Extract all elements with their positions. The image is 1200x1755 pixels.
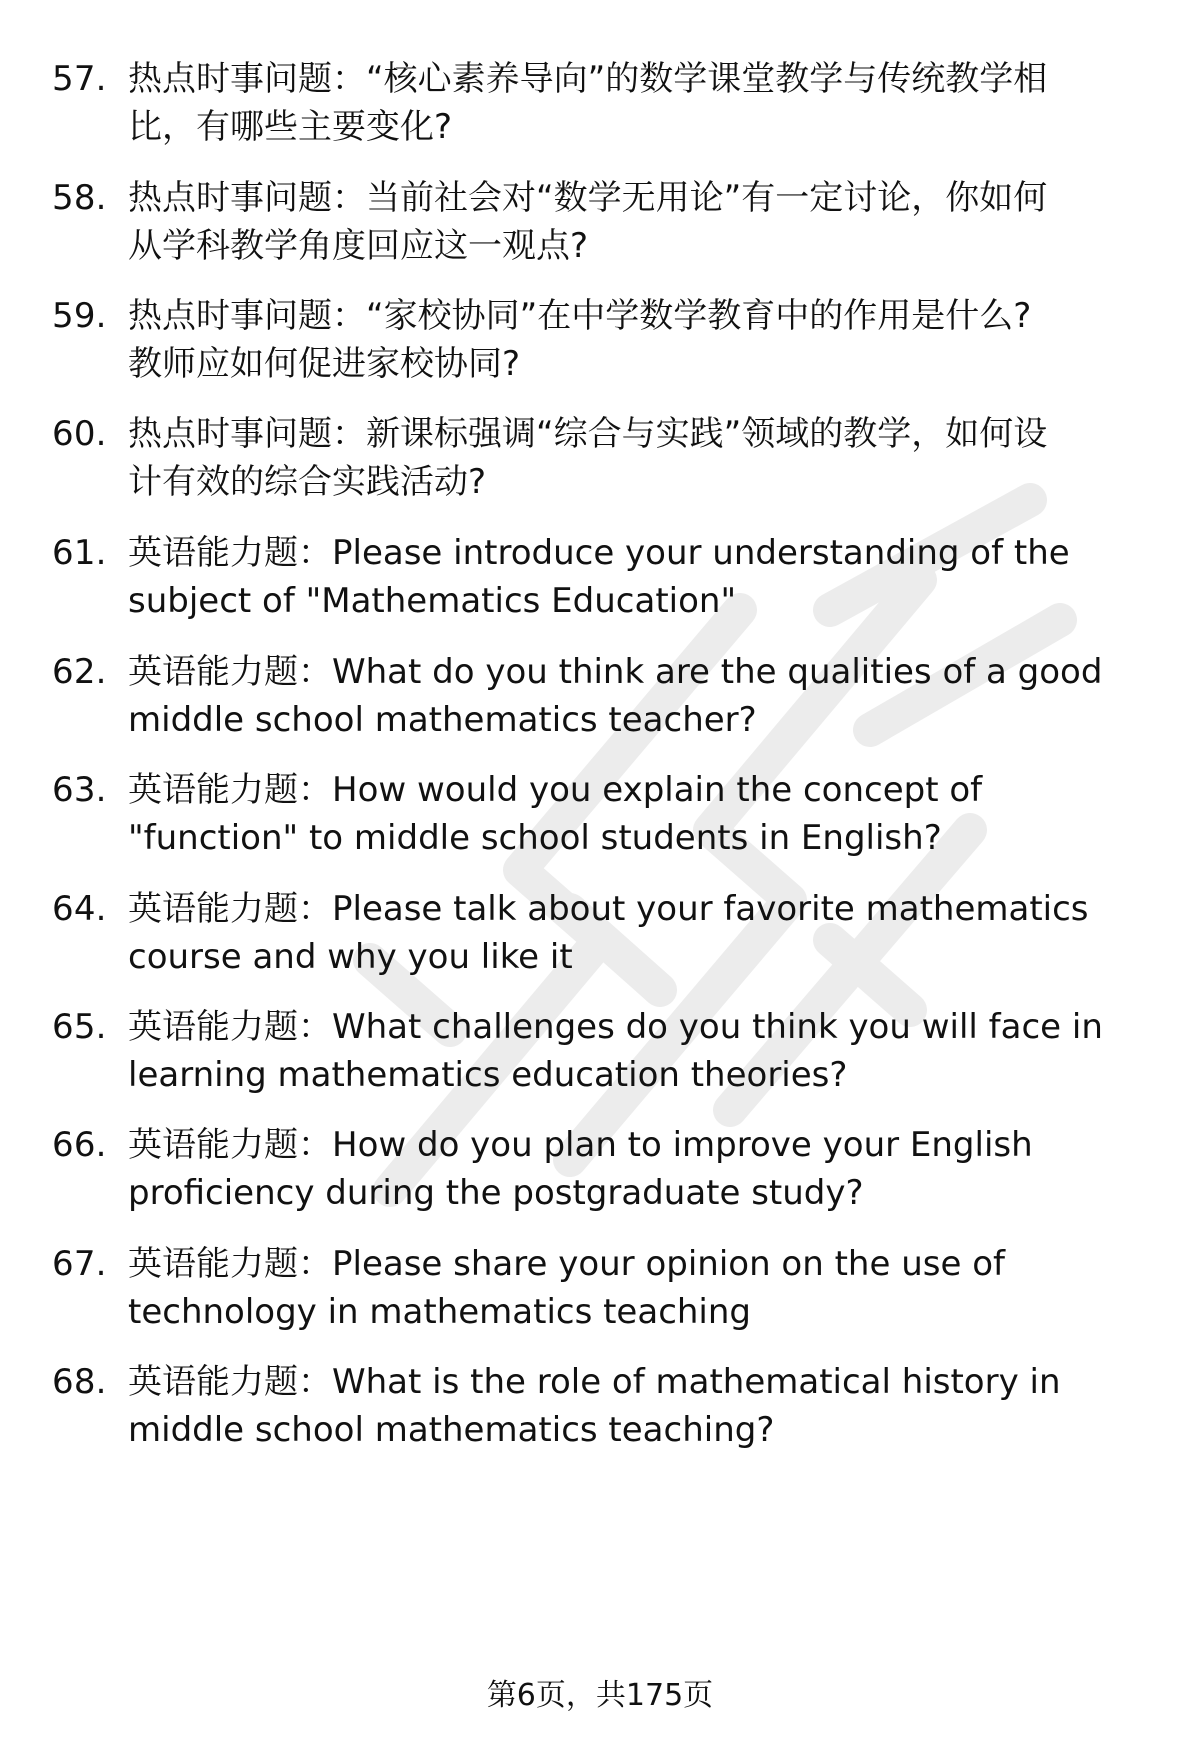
question-text: 热点时事问题：当前社会对“数学无用论”有一定讨论，你如何 从学科教学角度回应这一观点? bbox=[128, 178, 1048, 266]
question-number: 66. bbox=[52, 1125, 107, 1165]
question-text: 英语能力题：Please share your opinion on the use of technology in mathematics teaching bbox=[128, 1244, 1005, 1332]
question-number: 67. bbox=[52, 1244, 107, 1284]
question-number: 57. bbox=[52, 59, 107, 99]
question-number: 65. bbox=[52, 1007, 107, 1047]
question-text: 英语能力题：Please introduce your understanding of the subject of "Mathematics Education" bbox=[128, 533, 1070, 621]
question-text: 英语能力题：What is the role of mathematical history in middle school mathematics teaching? bbox=[128, 1362, 1061, 1450]
question-number: 62. bbox=[52, 652, 107, 692]
question-number: 63. bbox=[52, 770, 107, 810]
question-text: 热点时事问题：“核心素养导向”的数学课堂教学与传统教学相 比，有哪些主要变化? bbox=[128, 59, 1048, 147]
question-text: 英语能力题：How would you explain the concept of "function" to middle school students in English? bbox=[128, 770, 983, 858]
question-number: 68. bbox=[52, 1362, 107, 1402]
question-number: 58. bbox=[52, 178, 107, 218]
question-number: 61. bbox=[52, 533, 107, 573]
question-text: 英语能力题：How do you plan to improve your English proficiency during the postgraduate study? bbox=[128, 1125, 1033, 1213]
question-text: 英语能力题：Please talk about your favorite mathematics course and why you like it bbox=[128, 889, 1089, 977]
question-text: 热点时事问题：新课标强调“综合与实践”领域的教学，如何设 计有效的综合实践活动? bbox=[128, 414, 1048, 502]
question-text: 英语能力题：What do you think are the qualities of a good middle school mathematics teacher? bbox=[128, 652, 1103, 740]
question-number: 60. bbox=[52, 414, 107, 454]
question-number: 59. bbox=[52, 296, 107, 336]
question-number: 64. bbox=[52, 889, 107, 929]
question-text: 热点时事问题：“家校协同”在中学数学教育中的作用是什么? 教师应如何促进家校协同? bbox=[128, 296, 1032, 384]
page-footer: 第6页，共175页 bbox=[486, 1678, 714, 1713]
question-text: 英语能力题：What challenges do you think you will face in learning mathematics education theories? bbox=[128, 1007, 1103, 1095]
